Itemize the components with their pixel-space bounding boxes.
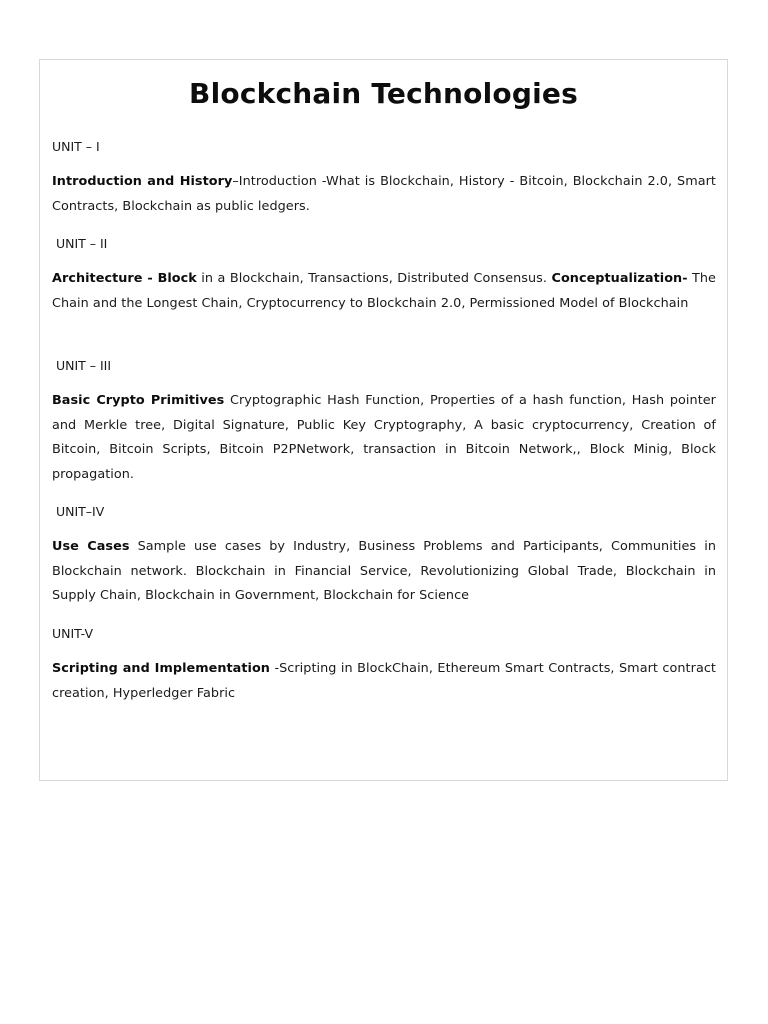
unit-2-bold-lead-2: Conceptualization- <box>551 271 688 286</box>
unit-2-bold-lead: Architecture - Block <box>52 271 197 286</box>
unit-4-text: Sample use cases by Industry, Business Problems and Participants, Communities in Blockchain network. Blockchain in Financial Service, Revolutionizing Global Trade, Blockchain in Supply Chain, Blockchain in Government, Blockchain for Science <box>52 539 716 604</box>
unit-5-heading: UNIT-V <box>52 626 94 641</box>
unit-2-content <box>52 267 716 316</box>
unit-4-bold-lead: Use Cases <box>52 539 130 554</box>
unit-5-bold-lead: Scripting and Implementation <box>52 661 270 676</box>
unit-3-content <box>52 389 716 487</box>
document-page <box>39 59 728 781</box>
unit-3-bold-lead: Basic Crypto Primitives <box>52 393 225 408</box>
unit-2-text-2: The Chain and the Longest Chain, Cryptocurrency to Blockchain 2.0, Permissioned Model of Blockchain <box>52 271 716 311</box>
unit-5-content <box>52 657 716 706</box>
unit-2-text: in a Blockchain, Transactions, Distributed Consensus. <box>196 271 548 286</box>
unit-1-text: –Introduction -What is Blockchain, History - Bitcoin, Blockchain 2.0, Smart Contracts, Blockchain as public ledgers. <box>52 174 716 214</box>
unit-3-heading: UNIT – III <box>52 358 112 373</box>
unit-4-content <box>52 535 716 609</box>
unit-4-heading: UNIT–IV <box>52 504 105 519</box>
unit-5-text: -Scripting in BlockChain, Ethereum Smart Contracts, Smart contract creation, Hyperledger Fabric <box>52 661 716 701</box>
unit-1-content <box>52 170 716 219</box>
unit-3-text: Cryptographic Hash Function, Properties of a hash function, Hash pointer and Merkle tree, Digital Signature, Public Key Cryptography, A basic cryptocurrency, Creation of Bitcoin, Bitcoin Scripts, Bitcoin P2PNetwork, transaction in Bitcoin Network,, Block Minig, Block propagation. <box>52 393 716 482</box>
document-title: Blockchain Technologies <box>189 77 578 110</box>
unit-1-bold-lead: Introduction and History <box>52 174 233 189</box>
unit-1-heading: UNIT – I <box>52 139 100 154</box>
unit-2-heading: UNIT – II <box>52 236 108 251</box>
